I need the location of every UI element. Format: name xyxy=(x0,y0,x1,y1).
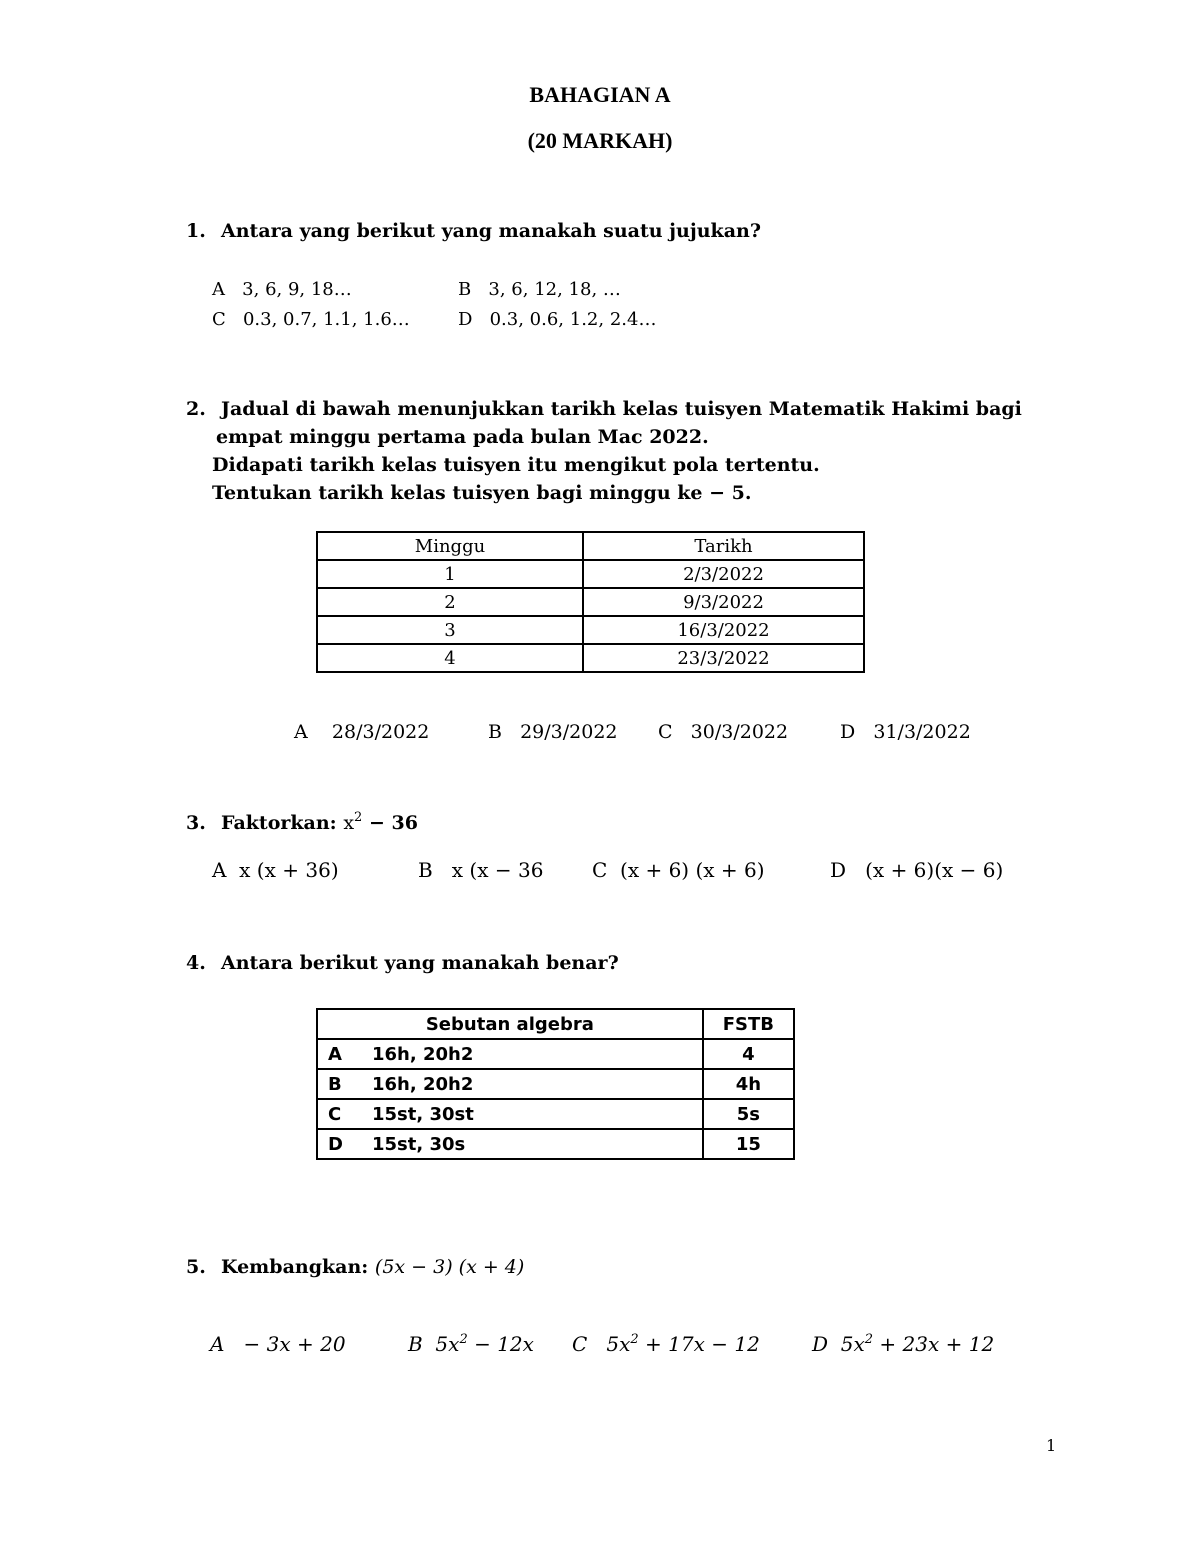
page-number: 1 xyxy=(1046,1436,1057,1455)
option-letter: C xyxy=(592,858,608,882)
table-row xyxy=(317,644,864,672)
cell-week: 3 xyxy=(317,616,583,644)
cell-expr: 16h, 20h2 xyxy=(372,1039,703,1069)
section-title: BAHAGIAN A xyxy=(529,82,671,107)
q2-number: 2. xyxy=(186,398,206,420)
q3-prompt xyxy=(221,812,418,834)
q1-number: 1. xyxy=(186,220,206,242)
table-row[interactable] xyxy=(317,1099,794,1129)
option-letter: A xyxy=(210,1332,225,1356)
q2-option-a[interactable] xyxy=(294,721,429,743)
cell-expr: 16h, 20h2 xyxy=(372,1069,703,1099)
option-text: 0.3, 0.7, 1.1, 1.6… xyxy=(242,309,410,330)
table-row[interactable] xyxy=(317,1069,794,1099)
header-minggu: Minggu xyxy=(317,532,583,560)
section-marks: (20 MARKAH) xyxy=(527,128,673,153)
q3-expression: $x^2 - 36$ xyxy=(343,810,418,834)
q4-number: 4. xyxy=(186,952,206,974)
option-text: 0.3, 0.6, 1.2, 2.4… xyxy=(489,309,657,330)
option-letter: B xyxy=(408,1332,423,1356)
q3-number: 3. xyxy=(186,812,206,834)
cell-expr: 15st, 30s xyxy=(372,1129,703,1159)
header-tarikh: Tarikh xyxy=(583,532,864,560)
cell-date: 16/3/2022 xyxy=(583,616,864,644)
option-text: (x + 6)(x − 6) xyxy=(865,858,1004,882)
option-text: (x + 6) (x + 6) xyxy=(620,858,765,882)
table-row[interactable] xyxy=(317,1129,794,1159)
q2-line-3: Didapati tarikh kelas tuisyen itu mengikut pola tertentu. xyxy=(212,454,820,476)
cell-week: 2 xyxy=(317,588,583,616)
option-letter: C xyxy=(212,309,226,330)
option-letter: C xyxy=(572,1332,588,1356)
option-letter: A xyxy=(212,279,225,300)
header-fstb: FSTB xyxy=(703,1009,794,1039)
option-text: 29/3/2022 xyxy=(520,721,618,743)
option-text: 3, 6, 12, 18, … xyxy=(488,279,621,300)
cell-letter: D xyxy=(317,1129,372,1159)
table-row xyxy=(317,616,864,644)
option-text: 28/3/2022 xyxy=(331,721,430,743)
q3-option-a[interactable] xyxy=(212,858,339,882)
q5-expression: (5x − 3) (x + 4) xyxy=(374,1256,525,1278)
q3-option-c[interactable] xyxy=(592,858,765,882)
option-letter: D xyxy=(830,858,847,882)
cell-week: 4 xyxy=(317,644,583,672)
q1-text: Antara yang berikut yang manakah suatu jujukan? xyxy=(221,220,761,242)
option-text: − 3x + 20 xyxy=(243,1332,346,1356)
option-text: x (x − 36 xyxy=(451,858,544,882)
option-letter: B xyxy=(458,279,472,300)
option-letter: D xyxy=(812,1332,829,1356)
option-letter: A xyxy=(294,721,308,743)
cell-letter: C xyxy=(317,1099,372,1129)
option-letter: D xyxy=(840,721,856,743)
q1-option-a[interactable] xyxy=(212,279,352,300)
q5-prompt xyxy=(221,1256,524,1278)
cell-date: 9/3/2022 xyxy=(583,588,864,616)
q2-option-b[interactable] xyxy=(488,721,618,743)
cell-letter: B xyxy=(317,1069,372,1099)
cell-letter: A xyxy=(317,1039,372,1069)
cell-fstb: 5s xyxy=(703,1099,794,1129)
option-text: $5x^2 + 17x - 12$ xyxy=(606,1332,760,1356)
option-text: $5x^2 + 23x + 12$ xyxy=(840,1332,995,1356)
q2-line-4: Tentukan tarikh kelas tuisyen bagi minggu ke − 5. xyxy=(212,482,752,504)
table-row xyxy=(317,588,864,616)
q3-option-b[interactable] xyxy=(418,858,543,882)
cell-fstb: 4 xyxy=(703,1039,794,1069)
q5-number: 5. xyxy=(186,1256,206,1278)
q1-option-b[interactable] xyxy=(458,279,621,300)
option-letter: D xyxy=(458,309,473,330)
table-row[interactable] xyxy=(317,1039,794,1069)
option-text: $5x^2 - 12x$ xyxy=(435,1332,534,1356)
option-letter: A xyxy=(212,858,227,882)
cell-date: 23/3/2022 xyxy=(583,644,864,672)
q5-option-c[interactable] xyxy=(572,1332,760,1356)
cell-week: 1 xyxy=(317,560,583,588)
table-header-row xyxy=(317,532,864,560)
cell-expr: 15st, 30st xyxy=(372,1099,703,1129)
option-text: 30/3/2022 xyxy=(690,721,789,743)
q4-text: Antara berikut yang manakah benar? xyxy=(221,952,619,974)
option-text: 31/3/2022 xyxy=(873,721,971,743)
q5-option-a[interactable] xyxy=(210,1332,346,1356)
q5-option-d[interactable] xyxy=(812,1332,994,1356)
q4-table xyxy=(316,1008,795,1160)
q1-option-d[interactable] xyxy=(458,309,656,330)
q3-option-d[interactable] xyxy=(830,858,1003,882)
q5-option-b[interactable] xyxy=(408,1332,534,1356)
q2-option-d[interactable] xyxy=(840,721,971,743)
q2-option-c[interactable] xyxy=(658,721,788,743)
q2-line-1: Jadual di bawah menunjukkan tarikh kelas tuisyen Matematik Hakimi bagi xyxy=(221,398,1022,420)
cell-fstb: 4h xyxy=(703,1069,794,1099)
option-letter: B xyxy=(418,858,433,882)
option-text: x (x + 36) xyxy=(239,858,339,882)
header-sebutan: Sebutan algebra xyxy=(317,1009,703,1039)
q5-label: Kembangkan: xyxy=(221,1256,369,1278)
option-letter: C xyxy=(658,721,673,743)
q2-line-2: empat minggu pertama pada bulan Mac 2022. xyxy=(216,426,709,448)
option-text: 3, 6, 9, 18… xyxy=(242,279,352,300)
table-header-row xyxy=(317,1009,794,1039)
cell-date: 2/3/2022 xyxy=(583,560,864,588)
q2-table xyxy=(316,531,865,673)
q3-label: Faktorkan: xyxy=(221,812,337,834)
option-letter: B xyxy=(488,721,502,743)
cell-fstb: 15 xyxy=(703,1129,794,1159)
q1-option-c[interactable] xyxy=(212,309,410,330)
table-row xyxy=(317,560,864,588)
